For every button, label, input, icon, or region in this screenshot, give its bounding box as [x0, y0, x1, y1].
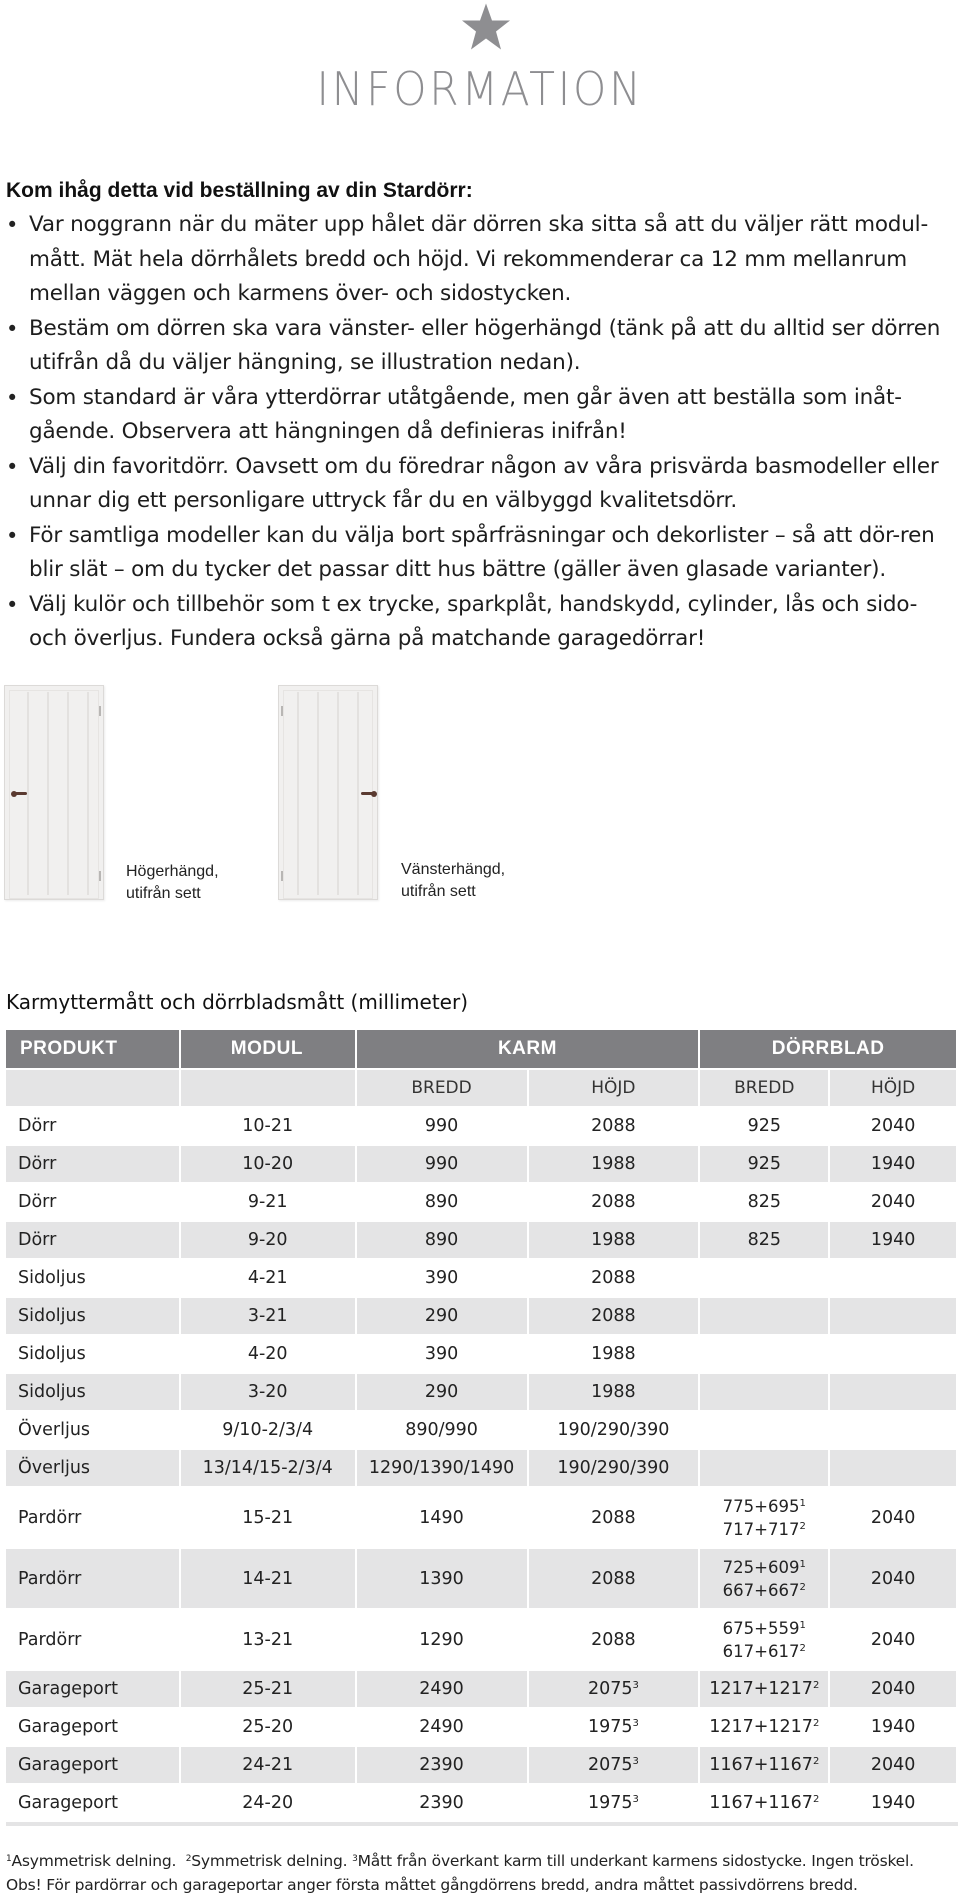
table-cell: Dörr: [6, 1145, 180, 1183]
table-title: Karmyttermått och dörrbladsmått (millimeter): [6, 990, 469, 1014]
table-cell: 2088: [528, 1548, 700, 1609]
table-cell: Pardörr: [6, 1609, 180, 1670]
table-cell: $725+609^1$ $667+667^2$: [699, 1548, 829, 1609]
subheader-karm-hojd: HÖJD: [528, 1069, 700, 1107]
table-cell: [829, 1297, 957, 1335]
subheader-karm-bredd: BREDD: [356, 1069, 528, 1107]
table-cell: 2088: [528, 1183, 700, 1221]
table-cell: 290: [356, 1373, 528, 1411]
table-cell: Pardörr: [6, 1487, 180, 1548]
table-cell: 2088: [528, 1259, 700, 1297]
table-cell: 1975$^3$: [528, 1784, 700, 1822]
table-cell: Garageport: [6, 1708, 180, 1746]
intro-heading: Kom ihåg detta vid beställning av din Stardörr:: [6, 179, 473, 202]
table-cell: 9-21: [180, 1183, 356, 1221]
table-cell: 2088: [528, 1487, 700, 1548]
table-cell: Överljus: [6, 1411, 180, 1449]
table-cell: 13/14/15-2/3/4: [180, 1449, 356, 1487]
table-cell: $675+559^1$ $617+617^2$: [699, 1609, 829, 1670]
table-cell: 190/290/390: [528, 1449, 700, 1487]
list-item: • Välj din favoritdörr. Oavsett om du föredrar någon av våra prisvärda basmodeller eller unnar dig ett personligare uttryck får du en välbyggd kvalitetsdörr.: [6, 450, 954, 519]
header-modul: MODUL: [180, 1030, 356, 1069]
table-cell: 25-20: [180, 1708, 356, 1746]
table-cell: 10-20: [180, 1145, 356, 1183]
table-row: [6, 1259, 957, 1297]
right-hung-label: Högerhängd, utifrån sett: [126, 863, 219, 902]
table-cell: 1290: [356, 1609, 528, 1670]
table-row: [6, 1335, 957, 1373]
table-row: [6, 1449, 957, 1487]
table-cell: $1167+1167^2$: [699, 1746, 829, 1784]
table-cell: Dörr: [6, 1107, 180, 1145]
table-cell: [699, 1411, 829, 1449]
table-cell: 2088: [528, 1107, 700, 1145]
table-cell: 3-21: [180, 1297, 356, 1335]
table-row: [6, 1145, 957, 1183]
table-cell: 1988: [528, 1145, 700, 1183]
table-cell: [829, 1373, 957, 1411]
subheader-blad-hojd: HÖJD: [829, 1069, 957, 1107]
table-cell: [829, 1449, 957, 1487]
table-cell: 14-21: [180, 1548, 356, 1609]
footnote-line-1: $^1$Asymmetrisk delning. $^2$Symmetrisk delning. $^3$Mått från överkant karm till underkant karmens sidostycke. Ingen tröskel.: [6, 1852, 914, 1870]
header-dorrblad: DÖRRBLAD: [699, 1030, 957, 1069]
table-cell: 2040: [829, 1670, 957, 1708]
table-cell: Garageport: [6, 1746, 180, 1784]
table-cell: $1217+1217^2$: [699, 1708, 829, 1746]
table-cell: 1940: [829, 1145, 957, 1183]
table-cell: 1390: [356, 1548, 528, 1609]
footnotes: [6, 1849, 958, 1896]
table-cell: 390: [356, 1335, 528, 1373]
table-cell: 13-21: [180, 1609, 356, 1670]
table-cell: $1167+1167^2$: [699, 1784, 829, 1822]
table-cell: [699, 1449, 829, 1487]
table-cell: 24-20: [180, 1784, 356, 1822]
table-cell: 9-20: [180, 1221, 356, 1259]
table-cell: 2040: [829, 1107, 957, 1145]
table-cell: 2088: [528, 1297, 700, 1335]
table-cell: 2390: [356, 1784, 528, 1822]
left-hung-door-image: [278, 685, 378, 900]
table-cell: 24-21: [180, 1746, 356, 1784]
table-row: [6, 1297, 957, 1335]
table-cell: 2390: [356, 1746, 528, 1784]
table-cell: Sidoljus: [6, 1373, 180, 1411]
table-cell: 2040: [829, 1746, 957, 1784]
table-cell: Sidoljus: [6, 1335, 180, 1373]
table-cell: $775+695^1$ $717+717^2$: [699, 1487, 829, 1548]
table-cell: 825: [699, 1183, 829, 1221]
table-cell: 1975$^3$: [528, 1708, 700, 1746]
subheader-blad-bredd: BREDD: [699, 1069, 829, 1107]
right-hung-door-image: [4, 685, 104, 900]
list-item: • Bestäm om dörren ska vara vänster- eller högerhängd (tänk på att du alltid ser dörren utifrån då du väljer hängning, se illustration nedan).: [6, 312, 954, 381]
table-cell: 3-20: [180, 1373, 356, 1411]
table-bottom-rule: [6, 1822, 958, 1826]
table-cell: 2040: [829, 1548, 957, 1609]
table-cell: [699, 1297, 829, 1335]
table-cell: Pardörr: [6, 1548, 180, 1609]
table-cell: 925: [699, 1145, 829, 1183]
table-row: [6, 1784, 957, 1822]
page-header: [0, 0, 960, 130]
table-cell: 2040: [829, 1609, 957, 1670]
table-row: [6, 1670, 957, 1708]
table-cell: 2088: [528, 1609, 700, 1670]
table-cell: Överljus: [6, 1449, 180, 1487]
table-cell: 990: [356, 1145, 528, 1183]
table-row: [6, 1487, 957, 1548]
table-cell: [829, 1411, 957, 1449]
table-cell: 2040: [829, 1183, 957, 1221]
table-cell: Sidoljus: [6, 1297, 180, 1335]
table-cell: 1988: [528, 1373, 700, 1411]
intro-section: [6, 174, 954, 657]
list-item: • Som standard är våra ytterdörrar utåtgående, men går även att beställa som inåt-gående. Observera att hängningen då definieras inifrån!: [6, 381, 954, 450]
table-row: [6, 1221, 957, 1259]
table-cell: 9/10-2/3/4: [180, 1411, 356, 1449]
list-item: • För samtliga modeller kan du välja bort spårfräsningar och dekorlister – så att dör-ren blir slät – om du tycker det passar ditt hus bättre (gäller även glasade varianter).: [6, 519, 954, 588]
table-row: [6, 1548, 957, 1609]
list-item: • Välj kulör och tillbehör som t ex trycke, sparkplåt, handskydd, cylinder, lås och sido-och överljus. Fundera också gärna på matchande garagedörrar!: [6, 588, 954, 657]
table-cell: 4-20: [180, 1335, 356, 1373]
door-handle-icon: [11, 791, 29, 799]
table-cell: 2075$^3$: [528, 1746, 700, 1784]
bullet-list: [6, 208, 954, 657]
table-row: [6, 1746, 957, 1784]
table-cell: 2075$^3$: [528, 1670, 700, 1708]
table-cell: Sidoljus: [6, 1259, 180, 1297]
table-cell: Garageport: [6, 1670, 180, 1708]
table-cell: [699, 1335, 829, 1373]
table-cell: [829, 1259, 957, 1297]
table-cell: 990: [356, 1107, 528, 1145]
table-cell: [699, 1373, 829, 1411]
door-illustrations: [0, 685, 960, 905]
table-row: [6, 1411, 957, 1449]
table-cell: [699, 1259, 829, 1297]
header-produkt: PRODUKT: [6, 1030, 180, 1069]
table-cell: $1217+1217^2$: [699, 1670, 829, 1708]
table-cell: 1290/1390/1490: [356, 1449, 528, 1487]
table-cell: Garageport: [6, 1784, 180, 1822]
table-cell: 890: [356, 1183, 528, 1221]
table-cell: 10-21: [180, 1107, 356, 1145]
table-cell: Dörr: [6, 1183, 180, 1221]
table-cell: 825: [699, 1221, 829, 1259]
left-hung-label: Vänsterhängd, utifrån sett: [401, 861, 506, 900]
table-cell: 390: [356, 1259, 528, 1297]
table-cell: 1988: [528, 1221, 700, 1259]
table-row: [6, 1708, 957, 1746]
table-cell: 15-21: [180, 1487, 356, 1548]
table-cell: 1490: [356, 1487, 528, 1548]
table-row: [6, 1107, 957, 1145]
table-cell: 890/990: [356, 1411, 528, 1449]
table-row: [6, 1609, 957, 1670]
header-karm: KARM: [356, 1030, 700, 1069]
star-icon: [461, 0, 511, 55]
dimensions-table: [6, 1030, 958, 1823]
table-cell: 2040: [829, 1487, 957, 1548]
table-cell: 2490: [356, 1708, 528, 1746]
table-cell: 190/290/390: [528, 1411, 700, 1449]
table-cell: 1940: [829, 1221, 957, 1259]
list-item: • Var noggrann när du mäter upp hålet där dörren ska sitta så att du väljer rätt modul-mått. Mät hela dörrhålets bredd och höjd. Vi rekommenderar ca 12 mm mellanrum mellan väggen och karmens över- och sidostycken.: [6, 208, 954, 312]
table-cell: 890: [356, 1221, 528, 1259]
table-cell: 290: [356, 1297, 528, 1335]
table-cell: 25-21: [180, 1670, 356, 1708]
table-cell: [829, 1335, 957, 1373]
table-cell: 1940: [829, 1784, 957, 1822]
footnote-line-2: Obs! För pardörrar och garageportar anger första måttet gångdörrens bredd, andra måttet passivdörrens bredd.: [6, 1876, 858, 1894]
table-cell: Dörr: [6, 1221, 180, 1259]
table-cell: 1940: [829, 1708, 957, 1746]
table-cell: 4-21: [180, 1259, 356, 1297]
table-row: [6, 1373, 957, 1411]
table-cell: 2490: [356, 1670, 528, 1708]
table-cell: 1988: [528, 1335, 700, 1373]
table-row: [6, 1183, 957, 1221]
door-handle-icon: [359, 791, 377, 799]
table-cell: 925: [699, 1107, 829, 1145]
page-title: INFORMATION: [316, 62, 644, 116]
